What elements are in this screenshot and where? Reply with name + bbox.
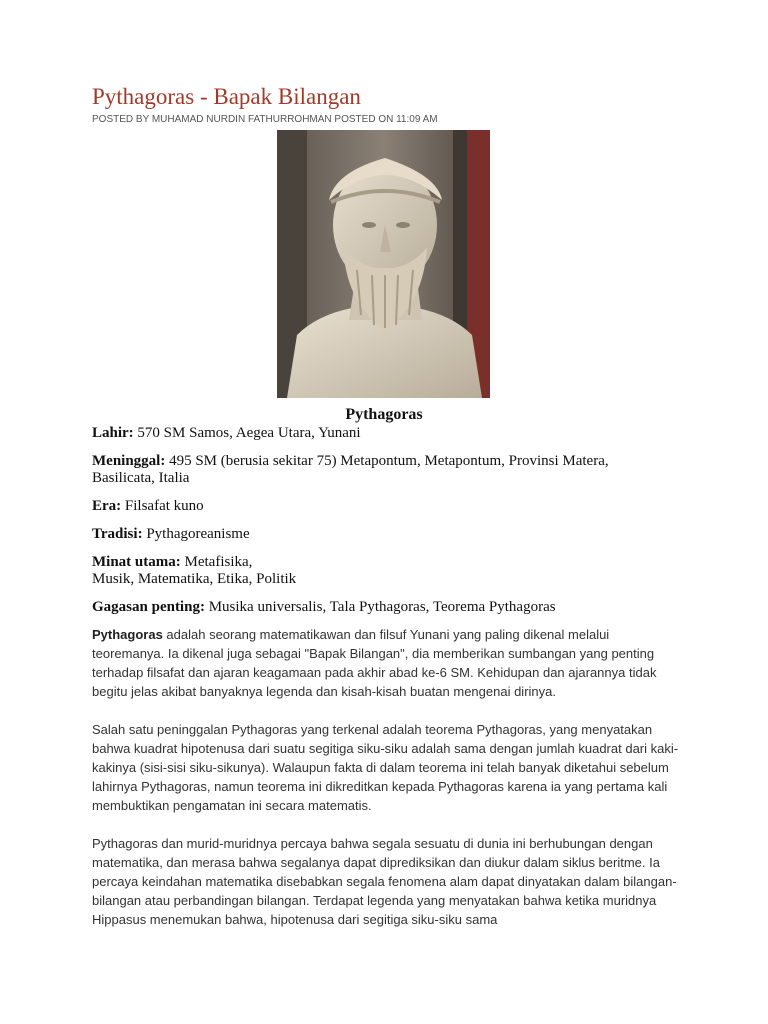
fact-minat-utama	[92, 554, 652, 588]
fact-gagasan-penting	[92, 599, 652, 616]
fact-value: Pythagoreanisme	[146, 526, 250, 542]
paragraph-intro	[92, 625, 682, 701]
article-body	[92, 625, 682, 948]
fact-value: Musika universalis, Tala Pythagoras, Teorema Pythagoras	[208, 599, 556, 615]
fact-label: Minat utama:	[92, 554, 181, 570]
fact-lahir	[92, 425, 652, 442]
paragraph-lead: Pythagoras	[92, 627, 163, 642]
image-caption: Pythagoras	[345, 406, 423, 423]
fact-meninggal	[92, 453, 652, 487]
post-meta: POSTED BY MUHAMAD NURDIN FATHURROHMAN POSTED ON 11:09 AM	[92, 114, 438, 125]
fact-label: Gagasan penting:	[92, 599, 205, 615]
fact-era	[92, 498, 652, 515]
paragraph-beliefs: Pythagoras dan murid-muridnya percaya bahwa segala sesuatu di dunia ini berhubungan dengan matematika, dan merasa bahwa segalanya dapat diprediksikan dan diukur dalam siklus beritme. Ia percaya keindahan matematika disebabkan segala fenomena alam dapat dinyatakan dalam bilangan-bilangan atau perbandingan bilangan. Terdapat legenda yang menyatakan bahwa ketika muridnya Hippasus menemukan bahwa, hipotenusa dari segitiga siku-siku sama	[92, 836, 677, 927]
fact-label: Lahir:	[92, 425, 134, 441]
fact-value: 495 SM (berusia sekitar 75) Metapontum, Metapontum, Provinsi Matera, Basilicata, Italia	[92, 453, 609, 486]
fact-value: 570 SM Samos, Aegea Utara, Yunani	[137, 425, 361, 441]
fact-label: Era:	[92, 498, 122, 514]
infobox	[92, 425, 652, 627]
post-title[interactable]: Pythagoras - Bapak Bilangan	[92, 84, 361, 109]
fact-label: Meninggal:	[92, 453, 166, 469]
fact-value: Filsafat kuno	[124, 498, 204, 514]
pythagoras-bust-image	[277, 130, 490, 398]
paragraph-theorem: Salah satu peninggalan Pythagoras yang terkenal adalah teorema Pythagoras, yang menyatakan bahwa kuadrat hipotenusa dari suatu segitiga siku-siku adalah sama dengan jumlah kuadrat dari kaki-kakinya (sisi-sisi siku-sikunya). Walaupun fakta di dalam teorema ini telah banyak diketahui sebelum lahirnya Pythagoras, namun teorema ini dikreditkan kepada Pythagoras karena ia yang pertama kali membuktikan pengamatan ini secara matematis.	[92, 722, 679, 813]
paragraph-text: adalah seorang matematikawan dan filsuf Yunani yang paling dikenal melalui teoremanya. Ia dikenal juga sebagai "Bapak Bilangan", dia memberikan sumbangan yang penting terhadap filsafat dan ajaran keagamaan pada akhir abad ke-6 SM. Kehidupan dan ajarannya tidak begitu jelas akibat banyaknya legenda dan kisah-kisah buatan mengenai dirinya.	[92, 627, 657, 699]
fact-value: Musik, Matematika, Etika, Politik	[92, 571, 297, 587]
fact-value: Metafisika,	[184, 554, 253, 570]
fact-label: Tradisi:	[92, 526, 143, 542]
fact-tradisi	[92, 526, 652, 543]
